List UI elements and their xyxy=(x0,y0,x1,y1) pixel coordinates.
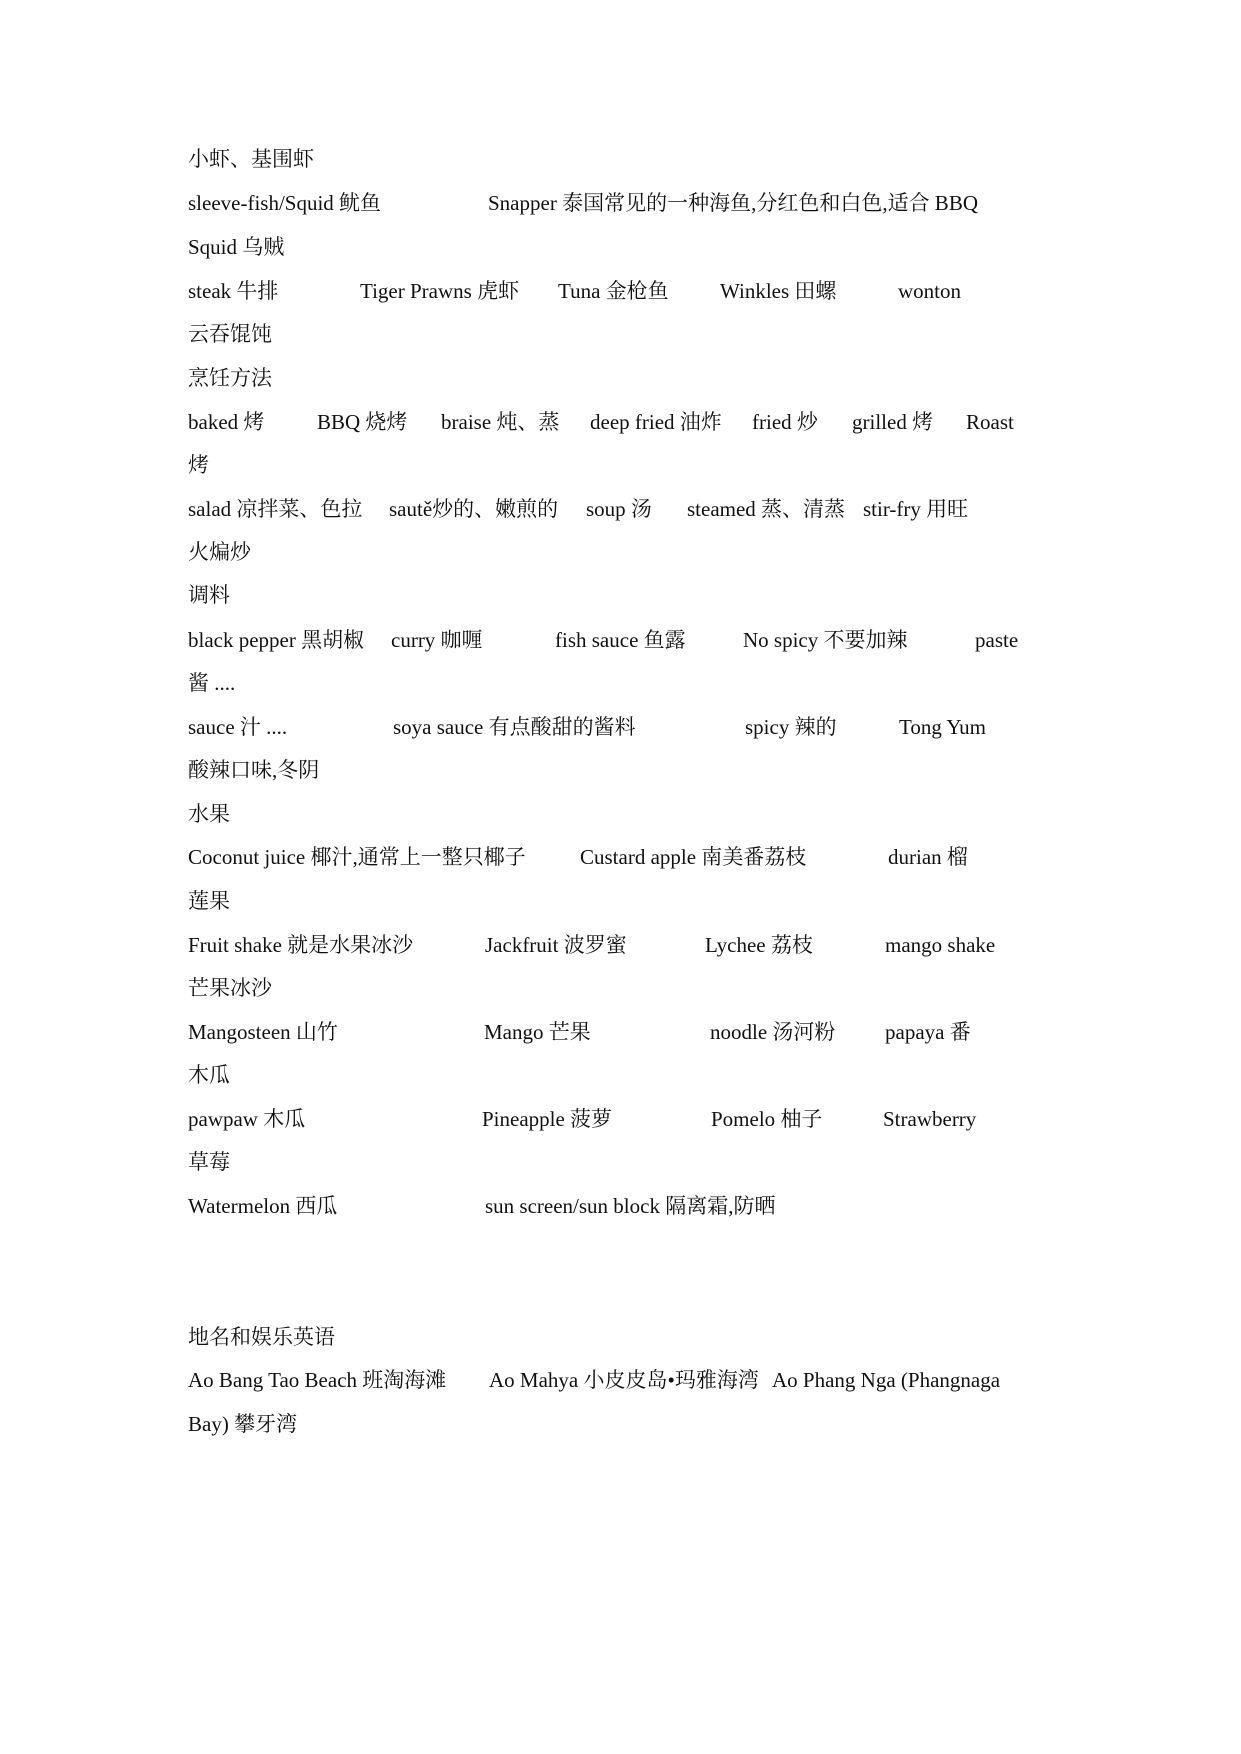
vocab-entry: Ao Bang Tao Beach 班淘海滩 xyxy=(188,1368,447,1392)
vocab-entry: Strawberry xyxy=(883,1107,977,1131)
vocab-entry: Tuna 金枪鱼 xyxy=(558,279,669,303)
vocab-entry: No spicy 不要加辣 xyxy=(743,628,908,652)
vocab-entry: BBQ 烧烤 xyxy=(317,410,408,434)
vocab-entry: pawpaw 木瓜 xyxy=(188,1107,306,1131)
vocab-entry: 芒果冰沙 xyxy=(188,976,272,1000)
section-heading: 水果 xyxy=(188,802,230,826)
vocab-entry: fish sauce 鱼露 xyxy=(555,628,686,652)
vocab-entry: steamed 蒸、清蒸 xyxy=(687,497,846,521)
vocab-entry: soya sauce 有点酸甜的酱料 xyxy=(393,715,636,739)
vocab-entry: Ao Mahya 小皮皮岛•玛雅海湾 xyxy=(489,1368,759,1392)
vocab-entry: 木瓜 xyxy=(188,1063,230,1087)
vocab-entry: noodle 汤河粉 xyxy=(710,1020,836,1044)
vocab-entry: Mangosteen 山竹 xyxy=(188,1020,338,1044)
vocab-entry: deep fried 油炸 xyxy=(590,410,722,434)
vocab-entry: 酱 .... xyxy=(188,671,236,695)
vocab-entry: paste xyxy=(975,628,1019,652)
vocab-entry: Ao Phang Nga (Phangnaga xyxy=(772,1368,1001,1392)
vocab-entry: grilled 烤 xyxy=(852,410,934,434)
vocab-entry: fried 炒 xyxy=(752,410,818,434)
vocab-entry: papaya 番 xyxy=(885,1020,971,1044)
vocab-entry: mango shake xyxy=(885,933,996,957)
vocab-entry: salad 凉拌菜、色拉 xyxy=(188,497,363,521)
vocab-entry: sauce 汁 .... xyxy=(188,715,288,739)
vocab-entry: sleeve-fish/Squid 鱿鱼 xyxy=(188,191,382,215)
vocab-entry: Lychee 荔枝 xyxy=(705,933,813,957)
vocab-entry: Coconut juice 椰汁,通常上一整只椰子 xyxy=(188,845,526,869)
vocab-entry: soup 汤 xyxy=(586,497,652,521)
vocab-entry: Pomelo 柚子 xyxy=(711,1107,823,1131)
vocab-entry: braise 炖、蒸 xyxy=(441,410,560,434)
vocab-entry: 云吞馄饨 xyxy=(188,322,272,346)
vocab-entry: Squid 乌贼 xyxy=(188,235,285,259)
section-heading: 地名和娱乐英语 xyxy=(188,1325,335,1349)
section-heading: 小虾、基围虾 xyxy=(188,147,314,171)
vocab-entry: black pepper 黑胡椒 xyxy=(188,628,365,652)
vocab-entry: Jackfruit 波罗蜜 xyxy=(485,933,627,957)
vocab-entry: curry 咖喱 xyxy=(391,628,483,652)
vocab-entry: steak 牛排 xyxy=(188,279,279,303)
vocab-entry: Fruit shake 就是水果冰沙 xyxy=(188,933,414,957)
vocab-entry: 草莓 xyxy=(188,1150,230,1174)
vocab-entry: Tong Yum xyxy=(899,715,987,739)
vocab-entry: 莲果 xyxy=(188,889,230,913)
vocab-entry: Bay) 攀牙湾 xyxy=(188,1412,298,1436)
vocab-entry: 火煸炒 xyxy=(188,540,251,564)
vocab-entry: Snapper 泰国常见的一种海鱼,分红色和白色,适合 BBQ xyxy=(488,191,978,215)
vocab-entry: Roast xyxy=(966,410,1014,434)
vocab-entry: Custard apple 南美番荔枝 xyxy=(580,845,807,869)
vocab-entry: 酸辣口味,冬阴 xyxy=(188,758,320,782)
section-heading: 调料 xyxy=(188,583,230,607)
vocab-entry: Tiger Prawns 虎虾 xyxy=(360,279,520,303)
vocab-entry: Watermelon 西瓜 xyxy=(188,1194,338,1218)
section-heading: 烹饪方法 xyxy=(188,366,272,390)
vocab-entry: baked 烤 xyxy=(188,410,265,434)
vocab-entry: wonton xyxy=(898,279,961,303)
vocab-entry: sautě炒的、嫩煎的 xyxy=(389,497,559,521)
vocab-entry: 烤 xyxy=(188,453,209,477)
vocab-entry: sun screen/sun block 隔离霜,防晒 xyxy=(485,1194,776,1218)
vocab-entry: spicy 辣的 xyxy=(745,715,837,739)
vocab-entry: Mango 芒果 xyxy=(484,1020,591,1044)
vocab-entry: durian 榴 xyxy=(888,845,968,869)
vocab-entry: stir-fry 用旺 xyxy=(863,497,969,521)
vocab-entry: Pineapple 菠萝 xyxy=(482,1107,613,1131)
vocab-entry: Winkles 田螺 xyxy=(720,279,837,303)
